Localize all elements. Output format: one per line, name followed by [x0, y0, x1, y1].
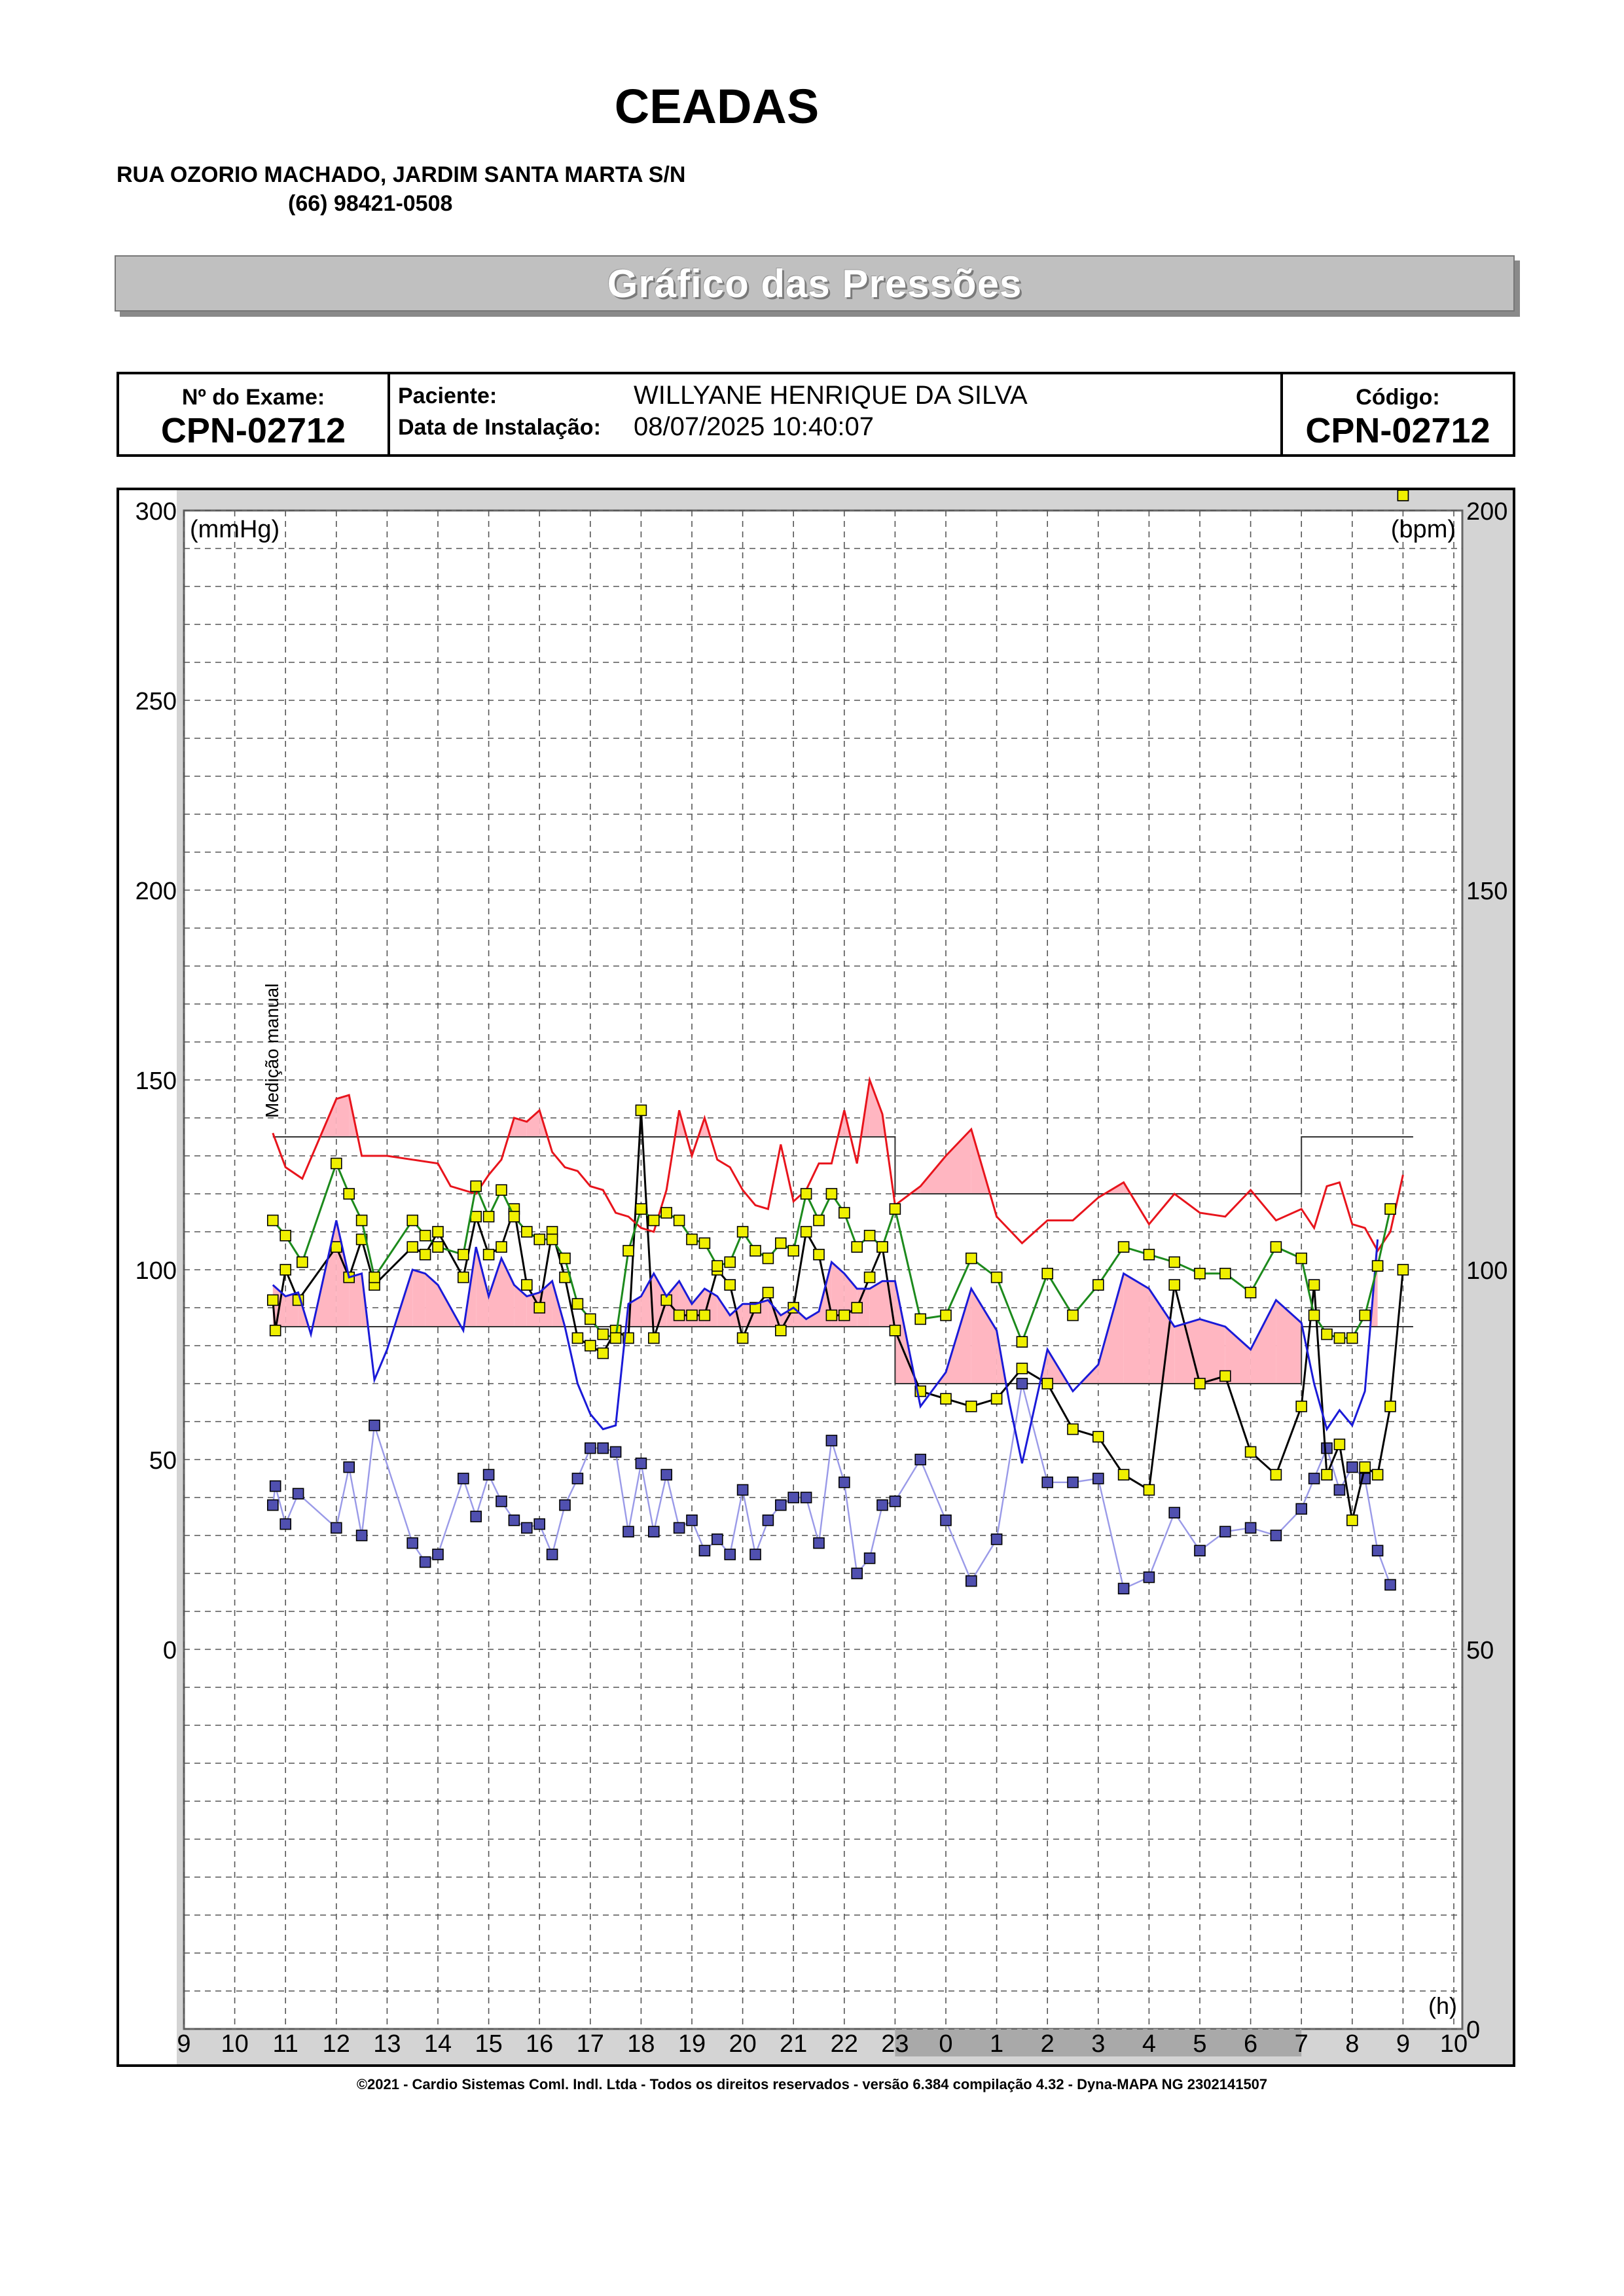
heart_rate-point: [776, 1325, 786, 1336]
pulse_pressure-point: [941, 1515, 951, 1526]
pulse_pressure-point: [712, 1534, 723, 1545]
excess-area: [412, 1270, 425, 1327]
exam-number-label: Nº do Exame:: [181, 385, 325, 410]
mean-point: [814, 1215, 824, 1226]
install-date-label: Data de Instalação:: [398, 415, 601, 440]
left-tick-label: 150: [135, 1067, 177, 1095]
x-tick-label: 7: [1294, 2030, 1308, 2058]
x-tick-label: 23: [881, 2030, 909, 2058]
mean-point: [344, 1189, 354, 1199]
heart_rate-point: [1068, 1424, 1078, 1435]
heart_rate-point: [496, 1242, 507, 1252]
mean-point: [674, 1215, 685, 1226]
pulse_pressure-point: [1169, 1507, 1180, 1518]
pulse_pressure-point: [458, 1473, 469, 1484]
pulse_pressure-point: [420, 1557, 431, 1568]
pulse_pressure-point: [293, 1488, 304, 1499]
pulse_pressure-point: [738, 1484, 748, 1495]
x-tick-label: 1: [990, 2030, 1004, 2058]
mean-point: [547, 1234, 558, 1245]
heart_rate-point: [268, 1295, 278, 1305]
mean-point: [801, 1189, 812, 1199]
pulse_pressure-point: [1144, 1572, 1154, 1583]
mean-point: [738, 1227, 748, 1237]
x-tick-label: 18: [627, 2030, 655, 2058]
pulse_pressure-point: [572, 1473, 583, 1484]
clinic-phone: (66) 98421-0508: [288, 191, 453, 216]
x-tick-label: 17: [576, 2030, 604, 2058]
pulse_pressure-point: [915, 1454, 926, 1465]
pulse_pressure-point: [1309, 1473, 1320, 1484]
left-tick-label: 250: [135, 688, 177, 715]
heart_rate-point: [738, 1333, 748, 1343]
heart_rate-point: [1220, 1371, 1231, 1381]
mean-point: [826, 1189, 837, 1199]
excess-area: [1174, 1319, 1200, 1384]
mean-point: [712, 1261, 723, 1271]
pulse_pressure-point: [674, 1522, 685, 1533]
mean-point: [661, 1208, 672, 1218]
mean-point: [623, 1246, 634, 1256]
mean-point: [611, 1333, 621, 1343]
pulse_pressure-point: [534, 1519, 545, 1530]
heart_rate-point: [433, 1227, 443, 1237]
heart_rate-point: [1246, 1446, 1256, 1457]
pulse_pressure-point: [280, 1519, 291, 1530]
right-tick-label: 50: [1466, 1637, 1494, 1664]
heart_rate-point: [992, 1393, 1002, 1404]
heart_rate-point: [270, 1325, 281, 1336]
left-axis-label: (mmHg): [190, 516, 280, 543]
mean-point: [941, 1310, 951, 1321]
pulse_pressure-point: [1068, 1477, 1078, 1488]
heart_rate-point: [1385, 1401, 1396, 1412]
pulse_pressure-point: [992, 1534, 1002, 1545]
pulse_pressure-point: [369, 1420, 380, 1431]
mean-point: [865, 1230, 875, 1241]
right-tick-label: 0: [1466, 2017, 1481, 2044]
mean-point: [687, 1234, 697, 1245]
mean-point: [1042, 1268, 1053, 1279]
pulse_pressure-point: [1246, 1522, 1256, 1533]
heart_rate-point: [941, 1393, 951, 1404]
pulse_pressure-point: [966, 1576, 977, 1587]
pulse_pressure-point: [268, 1500, 278, 1511]
mean-point: [1309, 1310, 1320, 1321]
x-tick-label: 5: [1193, 2030, 1207, 2058]
x-tick-label: 21: [780, 2030, 808, 2058]
pulse_pressure-point: [471, 1511, 481, 1522]
patient-name: WILLYANE HENRIQUE DA SILVA: [634, 381, 1028, 410]
pulse_pressure-point: [331, 1522, 342, 1533]
manual-measurement-annotation: Medição manual: [261, 983, 282, 1118]
pulse_pressure-point: [661, 1469, 672, 1480]
heart_rate-point: [407, 1242, 418, 1252]
left-tick-label: 50: [149, 1447, 177, 1475]
right-tick-label: 150: [1466, 878, 1508, 905]
pulse_pressure-point: [522, 1522, 532, 1533]
x-tick-label: 19: [677, 2030, 706, 2058]
mean-point: [776, 1238, 786, 1248]
mean-point: [1195, 1268, 1205, 1279]
pulse_pressure-point: [750, 1549, 761, 1560]
mean-point: [966, 1253, 977, 1264]
mean-point: [509, 1211, 519, 1222]
mean-point: [890, 1204, 900, 1214]
x-tick-label: 16: [526, 2030, 554, 2058]
pulse_pressure-point: [1119, 1583, 1129, 1594]
mean-point: [560, 1253, 570, 1264]
mean-point: [750, 1246, 761, 1256]
pulse_pressure-point: [560, 1500, 570, 1511]
pulse_pressure-point: [839, 1477, 850, 1488]
heart_rate-point: [280, 1265, 291, 1275]
mean-point: [1271, 1242, 1281, 1252]
heart_rate-point: [420, 1249, 431, 1260]
heart_rate-point: [890, 1325, 900, 1336]
mean-point: [788, 1246, 799, 1256]
heart_rate-point: [763, 1287, 773, 1298]
section-title: Gráfico das Pressões: [607, 261, 1022, 306]
heart_rate-point: [1169, 1280, 1180, 1290]
clinic-name: CEADAS: [614, 79, 820, 134]
exam-number-value: CPN-02712: [160, 411, 346, 450]
heart_rate-point: [674, 1310, 685, 1321]
mean-point: [1246, 1287, 1256, 1298]
clinic-address: RUA OZORIO MACHADO, JARDIM SANTA MARTA S/N: [117, 162, 686, 187]
pulse_pressure-point: [1296, 1503, 1307, 1514]
mean-point: [484, 1211, 494, 1222]
x-tick-label: 12: [322, 2030, 350, 2058]
pulse_pressure-point: [598, 1443, 608, 1454]
mean-point: [369, 1272, 380, 1283]
heart_rate-point: [636, 1105, 646, 1115]
mean-point: [852, 1242, 862, 1252]
heart_rate-point: [852, 1302, 862, 1313]
mean-point: [331, 1158, 342, 1169]
mean-point: [1322, 1329, 1332, 1340]
heart_rate-point: [687, 1310, 697, 1321]
x-tick-label: 2: [1040, 2030, 1055, 2058]
mean-point: [1119, 1242, 1129, 1252]
x-tick-label: 3: [1091, 2030, 1106, 2058]
pressure-chart: [117, 488, 1515, 2067]
mean-point: [534, 1234, 545, 1245]
heart_rate-point: [1271, 1469, 1281, 1480]
exam-number-cell: [119, 374, 390, 454]
pulse_pressure-point: [725, 1549, 735, 1560]
mean-point: [268, 1215, 278, 1226]
patient-label: Paciente:: [398, 384, 497, 408]
pulse_pressure-point: [433, 1549, 443, 1560]
pulse_pressure-point: [270, 1481, 281, 1492]
mean-point: [407, 1215, 418, 1226]
mean-point: [725, 1257, 735, 1267]
x-tick-label: 22: [830, 2030, 858, 2058]
pulse_pressure-point: [484, 1469, 494, 1480]
mean-point: [877, 1242, 888, 1252]
mean-point: [1017, 1336, 1027, 1347]
heart_rate-point: [1195, 1378, 1205, 1389]
pulse_pressure-point: [496, 1496, 507, 1507]
pulse_pressure-point: [687, 1515, 697, 1526]
pulse_pressure-point: [1334, 1484, 1344, 1495]
mean-point: [357, 1215, 367, 1226]
mean-point: [598, 1329, 608, 1340]
x-tick-label: 8: [1345, 2030, 1360, 2058]
pulse_pressure-point: [344, 1462, 354, 1473]
pulse_pressure-point: [1347, 1462, 1358, 1473]
excess-area: [1124, 1274, 1149, 1384]
heart_rate-point: [826, 1310, 837, 1321]
x-tick-label: 9: [1396, 2030, 1410, 2058]
mean-point: [1093, 1280, 1104, 1290]
pulse_pressure-point: [1322, 1443, 1332, 1454]
heart_rate-point: [484, 1249, 494, 1260]
pulse_pressure-point: [852, 1568, 862, 1579]
mean-point: [839, 1208, 850, 1218]
pulse_pressure-point: [1271, 1530, 1281, 1541]
pulse_pressure-point: [826, 1435, 837, 1446]
heart_rate-point: [1360, 1462, 1370, 1473]
heart_rate-point: [534, 1302, 545, 1313]
left-tick-label: 100: [135, 1257, 177, 1285]
install-date-value: 08/07/2025 10:40:07: [634, 412, 875, 441]
pulse_pressure-point: [547, 1549, 558, 1560]
x-tick-label: 13: [373, 2030, 401, 2058]
heart_rate-point: [598, 1348, 608, 1359]
heart_rate-point: [1119, 1469, 1129, 1480]
heart_rate-point: [966, 1401, 977, 1412]
pulse_pressure-point: [1093, 1473, 1104, 1484]
heart_rate-point: [522, 1280, 532, 1290]
heart_rate-point: [572, 1333, 583, 1343]
code-cell: [1283, 374, 1513, 454]
pulse_pressure-point: [357, 1530, 367, 1541]
mean-point: [280, 1230, 291, 1241]
x-tick-label: 6: [1244, 2030, 1258, 2058]
x-tick-label: 14: [424, 2030, 452, 2058]
heart_rate-point: [458, 1272, 469, 1283]
x-tick-label: 0: [939, 2030, 953, 2058]
heart_rate-point: [865, 1272, 875, 1283]
mean-point: [572, 1299, 583, 1309]
code-value: CPN-02712: [1305, 411, 1490, 450]
pulse_pressure-point: [509, 1515, 519, 1526]
mean-point: [1334, 1333, 1344, 1343]
mean-point: [1398, 490, 1408, 501]
heart_rate-point: [1093, 1431, 1104, 1442]
pulse_pressure-point: [776, 1500, 786, 1511]
right-tick-label: 200: [1466, 498, 1508, 526]
heart_rate-point: [649, 1333, 659, 1343]
section-banner: [115, 255, 1515, 312]
mean-point: [763, 1253, 773, 1264]
heart_rate-point: [471, 1211, 481, 1222]
x-tick-label: 4: [1142, 2030, 1156, 2058]
mean-point: [433, 1242, 443, 1252]
heart_rate-point: [331, 1242, 342, 1252]
pulse_pressure-point: [1373, 1545, 1383, 1556]
pulse_pressure-point: [623, 1526, 634, 1537]
heart_rate-point: [585, 1340, 596, 1351]
heart_rate-point: [1347, 1515, 1358, 1526]
left-tick-label: 200: [135, 878, 177, 905]
pulse_pressure-point: [1042, 1477, 1053, 1488]
right-tick-label: 100: [1466, 1257, 1508, 1285]
x-tick-label: 9: [177, 2030, 191, 2058]
pulse_pressure-point: [814, 1538, 824, 1549]
mean-point: [1296, 1253, 1307, 1264]
pulse_pressure-point: [1385, 1579, 1396, 1590]
pulse_pressure-point: [890, 1496, 900, 1507]
pulse_pressure-point: [865, 1553, 875, 1564]
code-label: Código:: [1356, 385, 1440, 410]
pulse_pressure-point: [636, 1458, 646, 1469]
pulse_pressure-point: [1017, 1378, 1027, 1389]
mean-point: [1373, 1261, 1383, 1271]
heart_rate-point: [1322, 1469, 1332, 1480]
mean-point: [992, 1272, 1002, 1283]
pulse_pressure-point: [1195, 1545, 1205, 1556]
mean-point: [297, 1257, 308, 1267]
mean-point: [471, 1181, 481, 1191]
heart_rate-point: [1042, 1378, 1053, 1389]
x-tick-label: 20: [729, 2030, 757, 2058]
heart_rate-point: [699, 1310, 710, 1321]
heart_rate-point: [839, 1310, 850, 1321]
left-tick-label: 300: [135, 498, 177, 526]
mean-point: [1144, 1249, 1154, 1260]
mean-point: [1347, 1333, 1358, 1343]
mean-point: [496, 1185, 507, 1195]
mean-point: [420, 1230, 431, 1241]
chart-svg: [119, 490, 1513, 2064]
mean-point: [585, 1314, 596, 1324]
heart_rate-point: [725, 1280, 735, 1290]
heart_rate-point: [1309, 1280, 1320, 1290]
x-tick-label: 11: [272, 2030, 298, 2058]
heart_rate-point: [801, 1227, 812, 1237]
mean-point: [458, 1249, 469, 1260]
heart_rate-point: [1398, 1265, 1408, 1275]
patient-cell: [390, 374, 1283, 454]
heart_rate-point: [1017, 1363, 1027, 1374]
heart_rate-point: [1144, 1484, 1154, 1495]
mean-point: [1385, 1204, 1396, 1214]
pulse_pressure-point: [611, 1446, 621, 1457]
excess-area: [336, 1095, 349, 1137]
pulse_pressure-point: [788, 1492, 799, 1503]
mean-point: [699, 1238, 710, 1248]
mean-point: [915, 1314, 926, 1324]
pulse_pressure-point: [407, 1538, 418, 1549]
footer-copyright: ©2021 - Cardio Sistemas Coml. Indl. Ltda - Todos os direitos reservados - versão 6.384 compilação 4.32 - Dyna-MAPA NG 2302141507: [356, 2076, 1268, 2092]
x-unit-label: (h): [1428, 1992, 1457, 2019]
pulse_pressure-point: [877, 1500, 888, 1511]
x-tick-label: 10: [221, 2030, 249, 2058]
heart_rate-point: [1373, 1469, 1383, 1480]
right-axis-label: (bpm): [1390, 516, 1456, 543]
exam-info-box: [117, 372, 1515, 457]
pulse_pressure-point: [801, 1492, 812, 1503]
pulse_pressure-point: [649, 1526, 659, 1537]
pulse_pressure-point: [585, 1443, 596, 1454]
pulse_pressure-point: [1220, 1526, 1231, 1537]
mean-point: [1220, 1268, 1231, 1279]
x-tick-label: 10: [1439, 2030, 1468, 2058]
heart_rate-point: [1296, 1401, 1307, 1412]
heart_rate-point: [1334, 1439, 1344, 1450]
left-tick-label: 0: [162, 1637, 177, 1664]
pulse_pressure-point: [699, 1545, 710, 1556]
mean-point: [1360, 1310, 1370, 1321]
mean-point: [1068, 1310, 1078, 1321]
x-tick-label: 15: [475, 2030, 503, 2058]
pulse_pressure-point: [763, 1515, 773, 1526]
mean-point: [1169, 1257, 1180, 1267]
mean-point: [636, 1204, 646, 1214]
mean-point: [649, 1215, 659, 1226]
heart_rate-point: [814, 1249, 824, 1260]
mean-point: [522, 1227, 532, 1237]
